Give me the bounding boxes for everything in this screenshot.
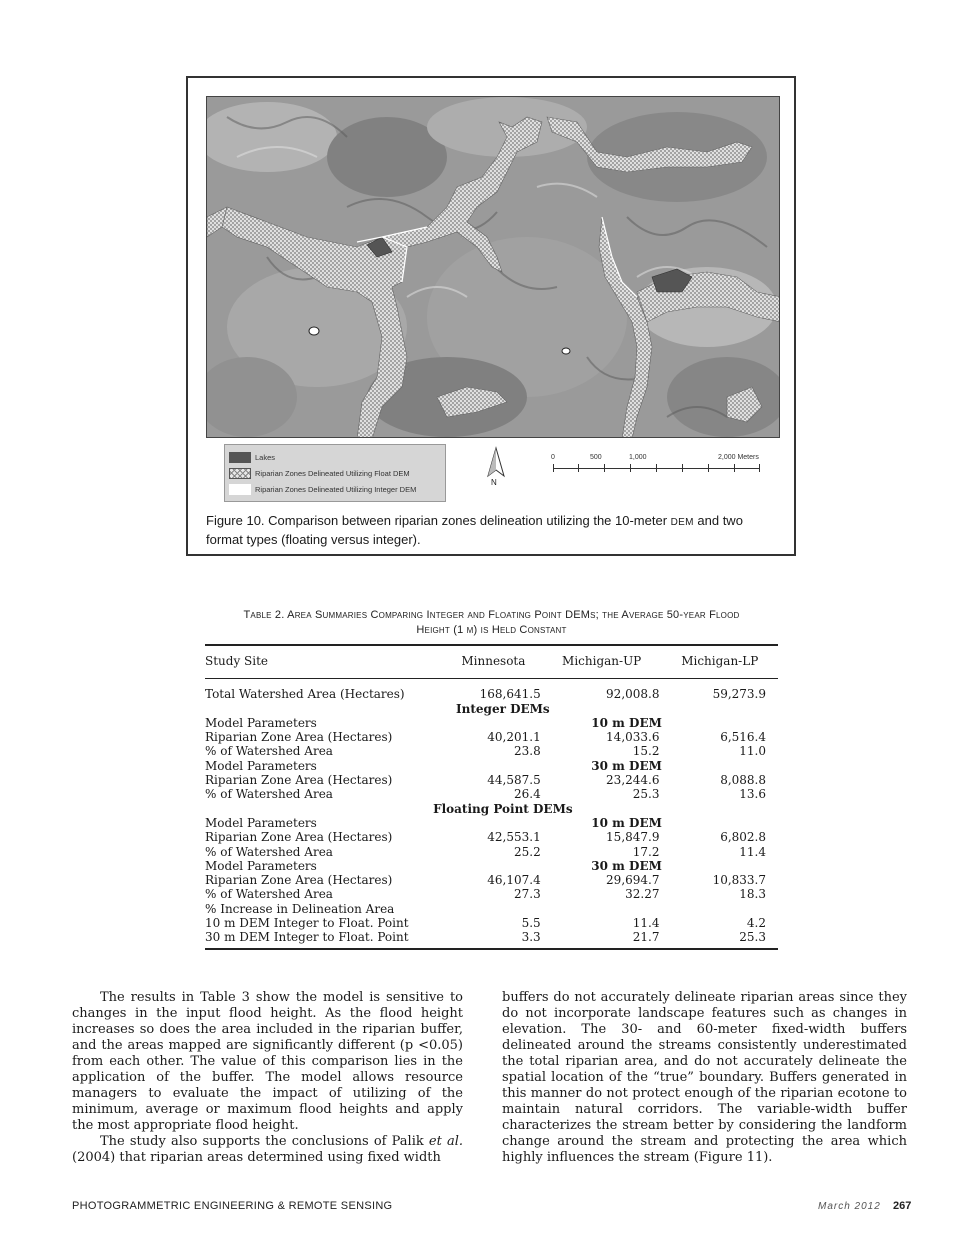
text-run: The study also supports the conclusions of Palik	[100, 1134, 429, 1149]
row-label: Riparian Zone Area (Hectares)	[205, 873, 393, 888]
cell: 15.2	[632, 744, 660, 759]
text-run: (2004) that riparian areas determined using fixed width	[72, 1150, 441, 1165]
row-label: Riparian Zone Area (Hectares)	[205, 730, 393, 745]
cell: 23.8	[513, 744, 541, 759]
legend-lakes-label: Lakes	[255, 452, 276, 462]
cell: 44,587.5	[487, 773, 541, 788]
row-label: Model Parameters	[205, 758, 317, 773]
cell: 27.3	[513, 887, 541, 902]
issue-date: March 2012	[818, 1201, 881, 1212]
header-study-site: Study Site	[205, 654, 269, 668]
row-label: % of Watershed Area	[205, 744, 333, 759]
scale-tick-0: 0	[551, 454, 555, 461]
cell: 26.4	[513, 787, 541, 802]
cell: 14,033.6	[606, 730, 660, 745]
scale-mark	[604, 464, 605, 472]
table-header-row	[205, 646, 778, 668]
table-row	[205, 916, 778, 930]
scale-mark	[682, 464, 683, 472]
table-row	[205, 816, 778, 830]
table-row	[205, 845, 778, 859]
cell: 29,694.7	[606, 873, 660, 888]
figure-10	[186, 76, 796, 556]
scale-tick-1000: 1,000	[629, 454, 647, 461]
dem-label: 10 m DEM	[591, 815, 662, 830]
north-label: N	[491, 478, 497, 487]
text-run-italic: et al.	[428, 1134, 463, 1149]
cell: 21.7	[632, 930, 660, 945]
cell: 46,107.4	[487, 873, 541, 888]
group-integer: Integer DEMs	[456, 701, 550, 716]
lakes-swatch	[229, 452, 251, 463]
table-body	[205, 646, 778, 668]
cell: 42,553.1	[487, 830, 541, 845]
cell: 5.5	[521, 916, 541, 931]
table-group-row	[205, 702, 778, 716]
cell: 168,641.5	[479, 687, 541, 702]
header-michigan-lp: Michigan-LP	[681, 654, 759, 668]
table-row	[205, 759, 778, 773]
header-minnesota: Minnesota	[461, 654, 526, 668]
cell: 23,244.6	[606, 773, 660, 788]
row-label: 10 m DEM Integer to Float. Point	[205, 916, 409, 931]
cell: 92,008.8	[606, 687, 660, 702]
legend-float-label: Riparian Zones Delineated Utilizing Float DEM	[255, 468, 410, 478]
integer-swatch	[229, 484, 251, 495]
body-column-left	[72, 990, 463, 1166]
cell: 25.3	[739, 930, 766, 945]
scale-mark	[578, 464, 579, 472]
cell: 25.3	[632, 787, 660, 802]
dem-label: 10 m DEM	[591, 715, 662, 730]
body-paragraph: The results in Table 3 show the model is sensitive to changes in the input flood height. As the flood height increases so does the area included in the riparian buffer, and the areas mapped are significantly different (p <0.05) from each other. The value of this comparison lies in the application of the buffer. The model allows resource managers to evaluate the impact of utilizing of the minimum, average or maximum flood heights and apply the most appropriate flood height.	[72, 990, 463, 1133]
page-number: 267	[893, 1200, 912, 1212]
cell: 6,516.4	[720, 730, 766, 745]
scale-mark	[734, 464, 735, 472]
table-row	[205, 773, 778, 787]
cell: 10,833.7	[712, 873, 766, 888]
table-group-row	[205, 802, 778, 816]
cell: 6,802.8	[720, 830, 766, 845]
scale-bar	[548, 454, 768, 484]
table-row	[205, 744, 778, 758]
hillshade-map	[206, 96, 780, 438]
table-rule-mid	[205, 678, 778, 679]
row-label: Model Parameters	[205, 815, 317, 830]
legend-item-lakes	[229, 450, 275, 464]
caption-dem: DEM	[670, 517, 694, 528]
body-paragraph: buffers do not accurately delineate riparian areas since they do not incorporate landscape features such as changes in elevation. The 30- and 60-meter fixed-width buffers delineated around the streams consistently underestimated the total riparian area, and do not accurately delineate the spatial location of the “true” boundary. Buffers generated in this manner do not protect enough of the riparian ecotone to maintain natural corridors. The variable-width buffer characterizes the stream better by considering the landform change around the stream and protecting the area which highly influences the stream (Figure 11).	[502, 990, 907, 1165]
table-row	[205, 787, 778, 801]
cell: 59,273.9	[712, 687, 766, 702]
cell: 13.6	[739, 787, 766, 802]
table-row	[205, 930, 778, 944]
table-row	[205, 873, 778, 887]
scale-mark	[630, 464, 631, 472]
scale-mark	[553, 464, 554, 472]
table-row	[205, 887, 778, 901]
caption-part: Figure 10. Comparison between riparian zones delineation utilizing the 10-meter	[206, 513, 671, 528]
table-row	[205, 830, 778, 844]
scale-tick-500: 500	[590, 454, 602, 461]
cell: 18.3	[739, 887, 766, 902]
body-column-right	[502, 990, 907, 1166]
row-label: Model Parameters	[205, 715, 317, 730]
row-label: % of Watershed Area	[205, 844, 333, 859]
row-label: Total Watershed Area (Hectares)	[205, 687, 405, 702]
row-label: % of Watershed Area	[205, 887, 333, 902]
cell: 17.2	[632, 844, 660, 859]
table-row	[205, 716, 778, 730]
cell: 4.2	[746, 916, 766, 931]
cell: 25.2	[513, 844, 541, 859]
cell: 40,201.1	[487, 730, 541, 745]
cell: 8,088.8	[720, 773, 766, 788]
float-swatch	[229, 468, 251, 479]
body-paragraph	[72, 1134, 463, 1166]
table-row	[205, 687, 778, 701]
cell: 15,847.9	[606, 830, 660, 845]
legend-item-float	[229, 466, 410, 480]
legend-item-integer	[229, 482, 416, 496]
caption-part: and two format types (floating versus integer).	[206, 513, 743, 547]
table-row	[205, 902, 778, 916]
table-row	[205, 730, 778, 744]
row-label: Riparian Zone Area (Hectares)	[205, 773, 393, 788]
scale-mark	[708, 464, 709, 472]
scale-mark	[759, 464, 760, 472]
table-data	[205, 687, 778, 944]
cell: 32.27	[625, 887, 660, 902]
journal-name: PHOTOGRAMMETRIC ENGINEERING & REMOTE SENSING	[72, 1200, 393, 1212]
scale-mark	[656, 464, 657, 472]
figure-caption	[206, 512, 782, 548]
table-rule-bottom	[205, 948, 778, 950]
table-row	[205, 859, 778, 873]
cell: 11.4	[632, 916, 660, 931]
dem-label: 30 m DEM	[591, 758, 662, 773]
riparian-map-graphic	[207, 97, 780, 438]
map-legend	[224, 444, 446, 502]
cell: 3.3	[521, 930, 541, 945]
row-label: Model Parameters	[205, 858, 317, 873]
cell: 11.4	[739, 844, 766, 859]
row-label: % Increase in Delineation Area	[205, 901, 395, 916]
row-label: 30 m DEM Integer to Float. Point	[205, 930, 409, 945]
table-title-line2: Height (1 m) is Held Constant	[416, 624, 567, 636]
group-float: Floating Point DEMs	[433, 801, 573, 816]
header-michigan-up: Michigan-UP	[562, 654, 642, 668]
legend-integer-label: Riparian Zones Delineated Utilizing Integer DEM	[255, 484, 417, 494]
row-label: % of Watershed Area	[205, 787, 333, 802]
dem-label: 30 m DEM	[591, 858, 662, 873]
table-title	[205, 608, 778, 638]
area-summary-table	[205, 644, 778, 950]
table-title-line1: Table 2. Area Summaries Comparing Integer and Floating Point DEMs; the Average 50-year Flood	[243, 609, 740, 621]
row-label: Riparian Zone Area (Hectares)	[205, 830, 393, 845]
scale-tick-2000: 2,000 Meters	[718, 454, 759, 461]
cell: 11.0	[739, 744, 766, 759]
